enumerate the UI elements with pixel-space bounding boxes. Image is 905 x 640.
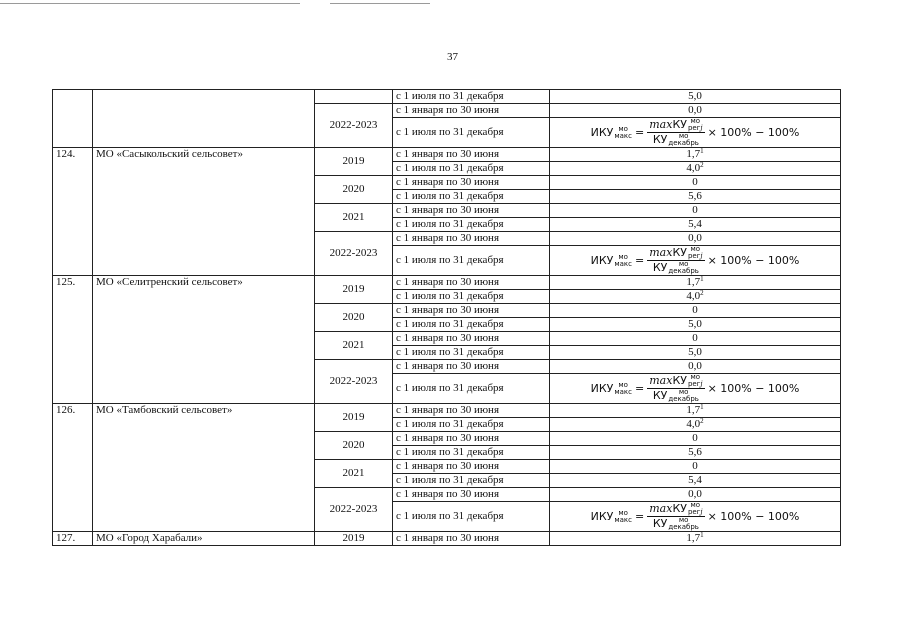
index-value xyxy=(550,432,841,446)
period-range: с 1 января по 30 июня xyxy=(393,176,550,190)
period-range: с 1 января по 30 июня xyxy=(393,432,550,446)
period-year xyxy=(315,90,393,104)
period-range: с 1 января по 30 июня xyxy=(393,404,550,418)
formula-lhs: ИКУ мо макс xyxy=(590,508,633,524)
formula-lhs: ИКУ мо макс xyxy=(590,124,633,140)
value-text: 0 xyxy=(692,460,698,472)
index-value xyxy=(550,332,841,346)
value-text: 0 xyxy=(692,432,698,444)
formula-tail: × 100% − 100% xyxy=(707,382,800,395)
header-rule-right xyxy=(330,3,430,4)
index-value xyxy=(550,460,841,474)
value-text: 1,7 xyxy=(686,404,701,416)
period-range: с 1 июля по 31 декабря xyxy=(393,246,550,276)
index-formula xyxy=(591,374,800,403)
period-range: с 1 июля по 31 декабря xyxy=(393,90,550,104)
index-formula xyxy=(591,246,800,275)
formula-fraction xyxy=(647,118,704,147)
formula-numerator: maxКУ мо регj xyxy=(649,117,703,132)
tariff-table xyxy=(52,89,841,546)
period-range: с 1 января по 30 июня xyxy=(393,276,550,290)
row-number: 124. xyxy=(53,148,93,276)
index-value xyxy=(550,360,841,374)
formula-equals: = xyxy=(635,254,645,267)
period-range: с 1 июля по 31 декабря xyxy=(393,374,550,404)
period-range: с 1 июля по 31 декабря xyxy=(393,118,550,148)
index-value xyxy=(550,304,841,318)
period-range: с 1 января по 30 июня xyxy=(393,532,550,546)
value-text: 0,0 xyxy=(688,104,702,116)
value-text: 0 xyxy=(692,304,698,316)
index-value xyxy=(550,404,841,418)
index-value xyxy=(550,218,841,232)
formula-numerator: maxКУ мо регj xyxy=(649,501,703,516)
index-value xyxy=(550,318,841,332)
value-text: 4,0 xyxy=(686,290,701,302)
formula-equals: = xyxy=(635,382,645,395)
header-rule-left xyxy=(0,3,300,4)
period-year: 2021 xyxy=(315,332,393,360)
formula-fraction xyxy=(647,246,704,275)
value-text: 5,0 xyxy=(688,346,702,358)
index-value xyxy=(550,346,841,360)
period-year: 2022-2023 xyxy=(315,360,393,404)
period-year: 2021 xyxy=(315,204,393,232)
period-range: с 1 июля по 31 декабря xyxy=(393,290,550,304)
value-text: 5,6 xyxy=(688,446,702,458)
index-value xyxy=(550,148,841,162)
value-text: 1,7 xyxy=(686,532,701,544)
value-text: 4,0 xyxy=(686,418,701,430)
footnote-marker: 2 xyxy=(700,289,704,297)
value-text: 5,0 xyxy=(688,318,702,330)
period-year: 2020 xyxy=(315,304,393,332)
period-year: 2022-2023 xyxy=(315,488,393,532)
value-text: 0 xyxy=(692,176,698,188)
index-value xyxy=(550,276,841,290)
period-range: с 1 января по 30 июня xyxy=(393,332,550,346)
period-year: 2019 xyxy=(315,276,393,304)
formula-numerator: maxКУ мо регj xyxy=(649,373,703,388)
table-row xyxy=(53,276,841,290)
period-range: с 1 июля по 31 декабря xyxy=(393,418,550,432)
index-value xyxy=(550,190,841,204)
period-year: 2019 xyxy=(315,532,393,546)
value-text: 0 xyxy=(692,332,698,344)
value-text: 0,0 xyxy=(688,232,702,244)
formula-denominator: КУ мо декабрь xyxy=(652,516,699,531)
value-text: 0,0 xyxy=(688,360,702,372)
index-formula xyxy=(591,118,800,147)
period-range: с 1 июля по 31 декабря xyxy=(393,346,550,360)
formula-lhs: ИКУ мо макс xyxy=(590,380,633,396)
period-range: с 1 января по 30 июня xyxy=(393,304,550,318)
row-number: 126. xyxy=(53,404,93,532)
formula-equals: = xyxy=(635,510,645,523)
value-text: 5,4 xyxy=(688,474,702,486)
index-value xyxy=(550,90,841,104)
period-year: 2021 xyxy=(315,460,393,488)
municipality-name: МО «Сасыкольский сельсовет» xyxy=(93,148,315,276)
municipality-name: МО «Город Харабали» xyxy=(93,532,315,546)
value-text: 5,4 xyxy=(688,218,702,230)
value-text: 0,0 xyxy=(688,488,702,500)
index-value xyxy=(550,418,841,432)
period-range: с 1 января по 30 июня xyxy=(393,232,550,246)
formula-numerator: maxКУ мо регj xyxy=(649,245,703,260)
period-range: с 1 июля по 31 декабря xyxy=(393,318,550,332)
period-year: 2020 xyxy=(315,176,393,204)
period-range: с 1 января по 30 июня xyxy=(393,488,550,502)
table-row xyxy=(53,90,841,104)
index-value xyxy=(550,162,841,176)
formula-equals: = xyxy=(635,126,645,139)
period-range: с 1 июля по 31 декабря xyxy=(393,218,550,232)
formula-tail: × 100% − 100% xyxy=(707,126,800,139)
footnote-marker: 1 xyxy=(700,403,704,411)
period-range: с 1 июля по 31 декабря xyxy=(393,190,550,204)
value-text: 5,6 xyxy=(688,190,702,202)
period-year: 2020 xyxy=(315,432,393,460)
table-body xyxy=(53,90,841,546)
index-value xyxy=(550,104,841,118)
table-row xyxy=(53,148,841,162)
footnote-marker: 2 xyxy=(700,417,704,425)
value-text: 5,0 xyxy=(688,90,702,102)
footnote-marker: 1 xyxy=(700,275,704,283)
index-value xyxy=(550,374,841,404)
value-text: 1,7 xyxy=(686,148,701,160)
index-value xyxy=(550,532,841,546)
footnote-marker: 1 xyxy=(700,147,704,155)
index-value xyxy=(550,502,841,532)
index-value xyxy=(550,176,841,190)
index-value xyxy=(550,118,841,148)
row-number: 127. xyxy=(53,532,93,546)
formula-denominator: КУ мо декабрь xyxy=(652,388,699,403)
period-range: с 1 января по 30 июня xyxy=(393,148,550,162)
formula-tail: × 100% − 100% xyxy=(707,254,800,267)
index-value xyxy=(550,446,841,460)
index-value xyxy=(550,488,841,502)
period-range: с 1 июля по 31 декабря xyxy=(393,502,550,532)
period-range: с 1 июля по 31 декабря xyxy=(393,474,550,488)
index-value xyxy=(550,204,841,218)
municipality-name: МО «Селитренский сельсовет» xyxy=(93,276,315,404)
index-formula xyxy=(591,502,800,531)
period-range: с 1 января по 30 июня xyxy=(393,360,550,374)
period-year: 2019 xyxy=(315,148,393,176)
page-number: 37 xyxy=(447,51,458,63)
period-range: с 1 июля по 31 декабря xyxy=(393,162,550,176)
index-value xyxy=(550,290,841,304)
period-range: с 1 января по 30 июня xyxy=(393,204,550,218)
index-value xyxy=(550,232,841,246)
value-text: 4,0 xyxy=(686,162,701,174)
formula-denominator: КУ мо декабрь xyxy=(652,132,699,147)
municipality-name xyxy=(93,90,315,148)
row-number xyxy=(53,90,93,148)
period-year: 2022-2023 xyxy=(315,232,393,276)
index-value xyxy=(550,474,841,488)
table-row xyxy=(53,404,841,418)
row-number: 125. xyxy=(53,276,93,404)
table-row xyxy=(53,532,841,546)
value-text: 0 xyxy=(692,204,698,216)
footnote-marker: 2 xyxy=(700,161,704,169)
formula-denominator: КУ мо декабрь xyxy=(652,260,699,275)
formula-tail: × 100% − 100% xyxy=(707,510,800,523)
value-text: 1,7 xyxy=(686,276,701,288)
period-range: с 1 января по 30 июня xyxy=(393,104,550,118)
period-range: с 1 июля по 31 декабря xyxy=(393,446,550,460)
index-value xyxy=(550,246,841,276)
formula-lhs: ИКУ мо макс xyxy=(590,252,633,268)
footnote-marker: 1 xyxy=(700,531,704,539)
period-year: 2019 xyxy=(315,404,393,432)
municipality-name: МО «Тамбовский сельсовет» xyxy=(93,404,315,532)
formula-fraction xyxy=(647,502,704,531)
period-year: 2022-2023 xyxy=(315,104,393,148)
period-range: с 1 января по 30 июня xyxy=(393,460,550,474)
formula-fraction xyxy=(647,374,704,403)
